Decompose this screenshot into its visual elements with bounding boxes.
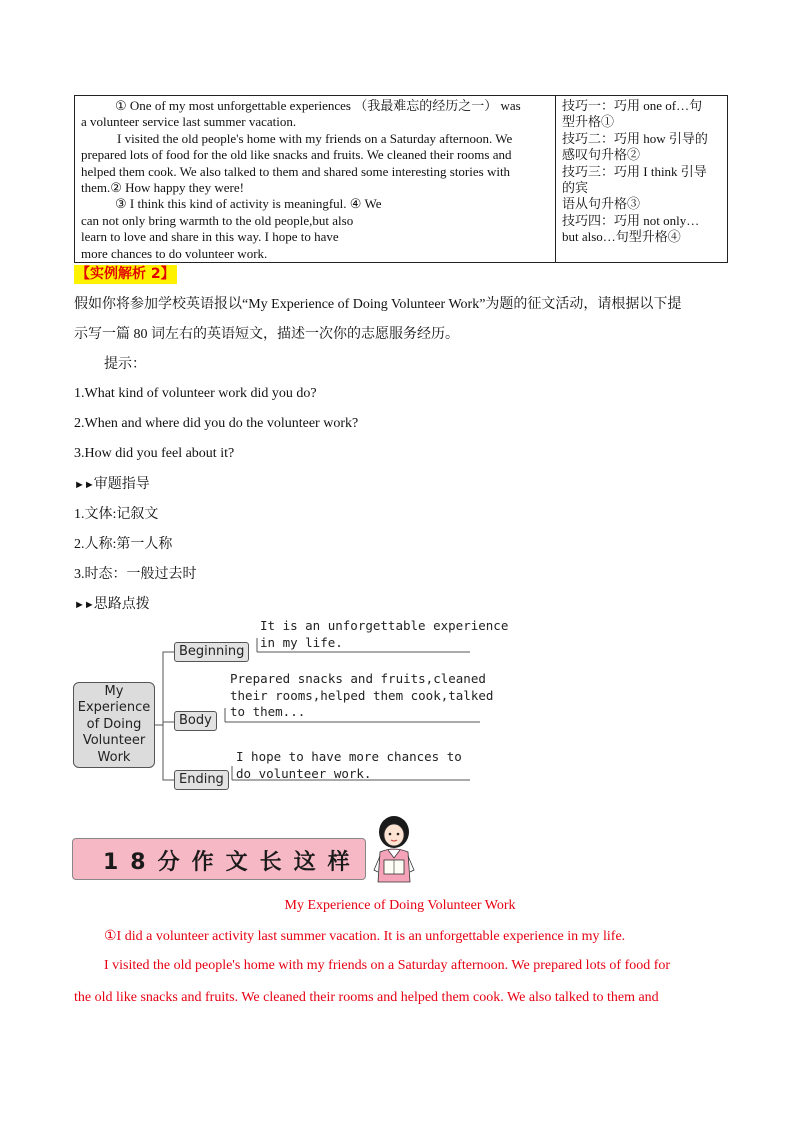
tip-line: 技巧四：巧用 not only…: [562, 212, 700, 228]
tip-line: 技巧一：巧用 one of…句: [562, 98, 703, 113]
double-triangle-icon: ►►: [74, 599, 94, 611]
ending-text-line: do volunteer work.: [236, 765, 372, 781]
essay-title: My Experience of Doing Volunteer Work: [284, 898, 516, 913]
body-text: [230, 671, 493, 721]
body-node: Body: [174, 711, 217, 731]
example-heading: 【实例解析 2】: [76, 266, 175, 282]
thinking-title: 思路点拨: [93, 597, 150, 612]
tip-line: 的宾: [562, 180, 589, 196]
score-banner: [72, 838, 366, 880]
task-line-1: 假如你将参加学校英语报以“My Experience of Doing Volunteer Work”为题的征文活动，请根据以下提: [74, 297, 682, 312]
sample-line: a volunteer service last summer vacation.: [81, 114, 297, 130]
tip-line: 技巧二：巧用 how 引导的: [562, 130, 708, 146]
body-text-line: to them...: [230, 704, 306, 719]
banner-title: 18分作文长这样: [103, 850, 362, 875]
root-line: Volunteer: [82, 733, 146, 749]
root-line: Experience: [77, 700, 151, 716]
mind-map: [70, 612, 509, 802]
task-line-2: 示写一篇 80 词左右的英语短文，描述一次你的志愿服务经历。: [74, 327, 459, 342]
root-line: of Doing: [86, 716, 142, 732]
question-3: 3.How did you feel about it?: [74, 446, 235, 461]
essay-paragraph-2-line-2: the old like snacks and fruits. We cleaned their rooms and helped them cook. We also talked to them and: [74, 990, 659, 1005]
essay-paragraph-1: ①I did a volunteer activity last summer vacation. It is an unforgettable experience in my life.: [104, 929, 626, 944]
body-text-line: Prepared snacks and fruits,cleaned: [230, 671, 486, 686]
table-column-divider: [555, 96, 556, 262]
tip-line: 技巧三：巧用 I think 引导: [562, 163, 707, 179]
sample-text-cell: [81, 98, 551, 262]
tip-line: 语从句升格③: [562, 196, 641, 212]
double-triangle-icon: ►►: [74, 479, 94, 491]
sample-line: ① One of my most unforgettable experiences （我最难忘的经历之一） was: [115, 98, 521, 113]
beginning-text: [260, 618, 508, 651]
question-2: 2.When and where did you do the volunteer work?: [74, 416, 359, 431]
tip-line: 感叹句升格②: [562, 147, 641, 163]
sample-line: ③ I think this kind of activity is meaningful. ④ We: [115, 196, 382, 212]
root-line: Work: [97, 749, 131, 765]
guide-title: 审题指导: [93, 477, 150, 492]
mind-map-root: [73, 682, 155, 768]
sample-line: prepared lots of food for the old like snacks and fruits. We cleaned their rooms and: [81, 147, 512, 163]
sample-line: more chances to do volunteer work.: [81, 245, 268, 261]
body-text-line: their rooms,helped them cook,talked: [230, 687, 494, 703]
beginning-text-line: in my life.: [260, 634, 343, 650]
guide-item-3: 3.时态：一般过去时: [74, 567, 197, 582]
sample-line: can not only bring warmth to the old people,but also: [81, 212, 354, 228]
beginning-text-line: It is an unforgettable experience: [260, 618, 509, 633]
tips-table: [74, 95, 728, 263]
ending-text-line: I hope to have more chances to: [236, 749, 462, 764]
tip-line: 型升格①: [562, 114, 615, 130]
ending-node: Ending: [174, 770, 229, 790]
guide-item-2: 2.人称:第一人称: [74, 537, 173, 552]
sample-line: them.② How happy they were!: [81, 180, 244, 196]
beginning-node: Beginning: [174, 642, 249, 662]
root-line: My: [104, 683, 124, 699]
sample-line: helped them cook. We also talked to them and shared some interesting stories with: [81, 163, 511, 179]
essay-paragraph-2-line-1: I visited the old people's home with my friends on a Saturday afternoon. We prepared lots of food for: [104, 958, 671, 973]
sample-line: learn to love and share in this way. I hope to have: [81, 229, 339, 245]
tip-line: but also…句型升格④: [562, 229, 681, 245]
question-1: 1.What kind of volunteer work did you do?: [74, 386, 317, 401]
sample-line: I visited the old people's home with my friends on a Saturday afternoon. We: [117, 130, 513, 146]
student-illustration-icon: [366, 812, 422, 886]
hint-label: 提示：: [104, 357, 146, 372]
tips-cell: [562, 98, 724, 246]
ending-text: [236, 749, 462, 782]
guide-item-1: 1.文体:记叙文: [74, 507, 159, 522]
guide-heading: [74, 476, 150, 494]
